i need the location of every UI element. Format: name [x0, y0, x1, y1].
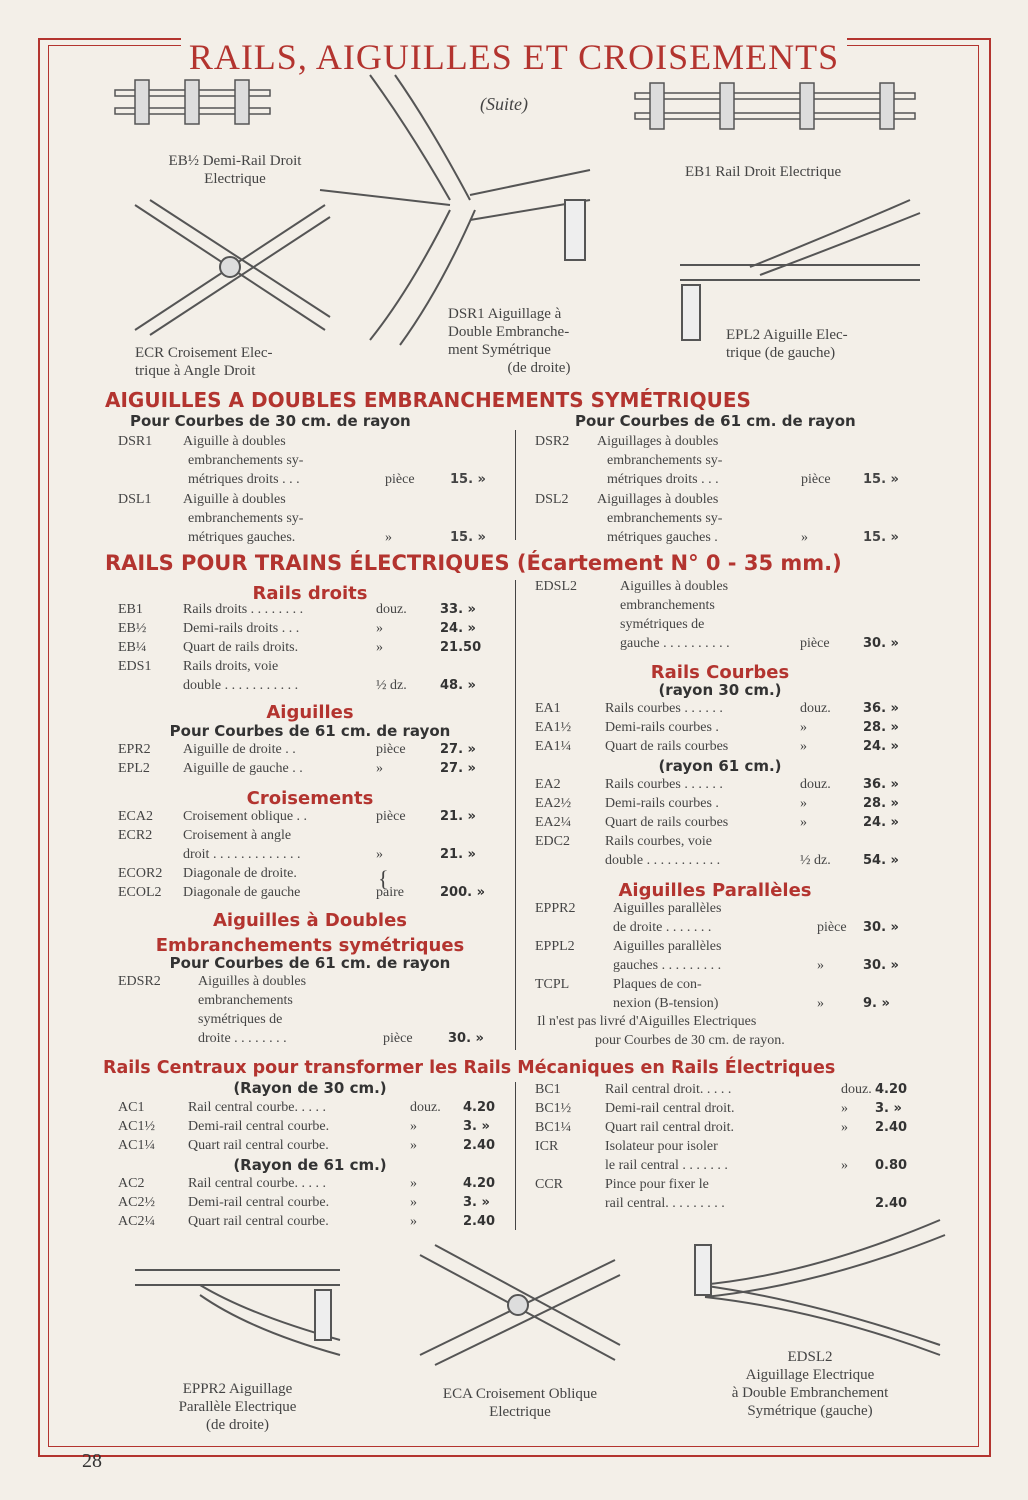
doubles-title-2: Embranchements symétriques: [155, 935, 465, 956]
item-code: EPL2: [118, 761, 150, 776]
double-symmetric-left-switch-illustration: [690, 1215, 950, 1360]
item-description: rail central. . . . . . . . .: [605, 1196, 725, 1211]
item-price: 28. »: [863, 720, 899, 735]
item-description: métriques gauches .: [607, 530, 718, 545]
item-code: AC1½: [118, 1119, 155, 1134]
price-row: [535, 899, 925, 918]
item-description: métriques gauches.: [188, 530, 296, 545]
item-code: EB¼: [118, 640, 147, 655]
parallel-switch-illustration: [130, 1255, 345, 1375]
item-description: Quart de rails droits.: [183, 640, 299, 655]
item-unit: »: [410, 1176, 417, 1191]
item-description: embranchements sy-: [607, 453, 723, 468]
price-row: [118, 845, 503, 864]
item-description: le rail central . . . . . . .: [605, 1158, 728, 1173]
price-row: [118, 1136, 508, 1155]
item-price: 28. »: [863, 796, 899, 811]
item-price: 0.80: [875, 1158, 908, 1173]
item-code: DSL2: [535, 492, 569, 507]
item-code: ECR2: [118, 828, 153, 843]
aiguilles-sub: Pour Courbes de 61 cm. de rayon: [169, 722, 451, 740]
item-unit: ½ dz.: [376, 678, 407, 693]
item-description: Croisement oblique . .: [183, 809, 308, 824]
item-price: 21. »: [440, 847, 476, 862]
item-price: 15. »: [863, 530, 899, 545]
item-description: double . . . . . . . . . . .: [183, 678, 299, 693]
item-code: EA1: [535, 701, 561, 716]
item-code: CCR: [535, 1177, 564, 1192]
item-description: Rail central droit. . . . .: [605, 1082, 732, 1097]
item-price: 9. »: [863, 996, 890, 1011]
caption-dsr1: DSR1 Aiguillage à Double Embranche- ment Symétrique (de droite): [448, 306, 571, 376]
item-description: Aiguille à doubles: [183, 492, 286, 507]
price-row: [118, 1212, 508, 1231]
page-title: RAILS, AIGUILLES ET CROISEMENTS: [0, 36, 1028, 78]
item-unit: »: [410, 1119, 417, 1134]
item-code: EPPL2: [535, 939, 575, 954]
note-line-2: pour Courbes de 30 cm. de rayon.: [595, 1033, 785, 1048]
item-code: AC2¼: [118, 1214, 155, 1229]
item-code: EA1½: [535, 720, 572, 735]
price-row: [118, 1010, 503, 1029]
price-row: [118, 759, 503, 778]
item-description: embranchements sy-: [188, 453, 304, 468]
item-description: de droite . . . . . . .: [613, 920, 712, 935]
item-price: 3. »: [463, 1119, 490, 1134]
item-unit: »: [841, 1120, 848, 1135]
price-row: [118, 883, 503, 902]
item-code: DSR2: [535, 434, 570, 449]
item-description: Aiguille de gauche . .: [183, 761, 303, 776]
item-price: 24. »: [440, 621, 476, 636]
item-description: Quart de rails courbes: [605, 739, 729, 754]
item-code: BC1: [535, 1082, 561, 1097]
item-description: Rails droits . . . . . . . .: [183, 602, 304, 617]
price-row: [535, 737, 925, 756]
price-row: [535, 937, 925, 956]
item-code: BC1½: [535, 1101, 572, 1116]
right-column-head: Pour Courbes de 61 cm. de rayon: [575, 412, 856, 430]
item-unit: douz.: [800, 701, 831, 716]
item-description: embranchements: [198, 993, 293, 1008]
item-unit: »: [800, 720, 807, 735]
item-description: Aiguille de droite . .: [183, 742, 296, 757]
item-description: Aiguilles à doubles: [620, 579, 729, 594]
item-description: Aiguilles parallèles: [613, 939, 722, 954]
item-code: EB1: [118, 602, 143, 617]
item-price: 15. »: [450, 472, 486, 487]
item-code: ICR: [535, 1139, 559, 1154]
item-description: métriques droits . . .: [607, 472, 719, 487]
item-unit: »: [385, 530, 392, 545]
price-row: [535, 1137, 925, 1156]
caption-eca: ECA Croisement Oblique Electrique: [442, 1386, 598, 1420]
item-price: 30. »: [448, 1031, 484, 1046]
item-description: nexion (B-tension): [613, 996, 719, 1011]
left-switch-illustration: [670, 195, 930, 345]
price-row: [535, 975, 925, 994]
item-price: 24. »: [863, 815, 899, 830]
caption-epl2: EPL2 Aiguille Elec- trique (de gauche): [726, 327, 848, 361]
item-price: 36. »: [863, 701, 899, 716]
item-code: DSL1: [118, 492, 152, 507]
central-sub2: (Rayon de 61 cm.): [233, 1156, 387, 1174]
item-description: Croisement à angle: [183, 828, 292, 843]
item-code: AC2: [118, 1176, 145, 1191]
right-angle-crossing-illustration: [125, 195, 335, 340]
item-price: 3. »: [875, 1101, 902, 1116]
item-description: Diagonale de gauche: [183, 885, 301, 900]
price-row: [118, 1029, 503, 1048]
item-description: Quart rail central courbe.: [188, 1138, 329, 1153]
item-price: 30. »: [863, 920, 899, 935]
item-unit: douz.: [376, 602, 407, 617]
item-unit: »: [800, 796, 807, 811]
price-row: [118, 1174, 508, 1193]
price-row: [118, 600, 503, 619]
item-unit: paire: [376, 885, 404, 900]
rails-droits-title: Rails droits: [252, 583, 368, 604]
item-code: ECOR2: [118, 866, 163, 881]
price-row: [118, 864, 503, 883]
item-description: Aiguilles à doubles: [198, 974, 307, 989]
item-code: EPR2: [118, 742, 151, 757]
item-description: Demi-rails courbes .: [605, 796, 719, 811]
item-unit: pièce: [383, 1031, 413, 1046]
item-unit: douz.: [800, 777, 831, 792]
item-unit: ½ dz.: [800, 853, 831, 868]
item-description: Rail central courbe. . . . .: [188, 1176, 327, 1191]
item-unit: »: [410, 1138, 417, 1153]
item-description: embranchements: [620, 598, 715, 613]
item-unit: »: [376, 640, 383, 655]
item-code: AC1¼: [118, 1138, 155, 1153]
item-price: 2.40: [463, 1214, 496, 1229]
price-row: [118, 807, 503, 826]
item-description: Aiguilles parallèles: [613, 901, 722, 916]
croisements-title: Croisements: [246, 788, 374, 809]
price-row: [118, 972, 503, 991]
caption-edsl2: EDSL2 Aiguillage Electrique à Double Embranchement Symétrique (gauche): [731, 1349, 889, 1419]
item-description: Demi-rail central courbe.: [188, 1195, 330, 1210]
item-price: 4.20: [463, 1100, 496, 1115]
item-price: 4.20: [463, 1176, 496, 1191]
item-price: 54. »: [863, 853, 899, 868]
item-unit: »: [376, 847, 383, 862]
price-row: [535, 775, 925, 794]
item-price: 4.20: [875, 1082, 908, 1097]
item-unit: »: [376, 761, 383, 776]
item-code: EA2: [535, 777, 561, 792]
price-row: [535, 1099, 925, 1118]
caption-eb1: EB1 Rail Droit Electrique: [685, 164, 842, 180]
item-unit: »: [801, 530, 808, 545]
price-row: [118, 1117, 508, 1136]
item-description: embranchements sy-: [188, 511, 304, 526]
item-price: 200. »: [440, 885, 485, 900]
item-price: 30. »: [863, 636, 899, 651]
price-row: [535, 1118, 925, 1137]
item-unit: »: [800, 739, 807, 754]
price-row: [535, 956, 925, 975]
item-unit: pièce: [817, 920, 847, 935]
caption-ecr: ECR Croisement Elec- trique à Angle Droit: [135, 345, 273, 379]
brace: {: [378, 866, 389, 891]
note-line-1: Il n'est pas livré d'Aiguilles Electriques: [537, 1014, 757, 1029]
price-row: [535, 994, 925, 1013]
item-price: 2.40: [875, 1196, 908, 1211]
straight-half-rail-illustration: [110, 70, 275, 135]
price-row: [118, 619, 503, 638]
item-description: Isolateur pour isoler: [605, 1139, 718, 1154]
section-heading-central-rails: Rails Centraux pour transformer les Rails Mécaniques en Rails Électriques: [103, 1058, 836, 1078]
page-number: 28: [82, 1450, 102, 1472]
item-description: Rail central courbe. . . . .: [188, 1100, 327, 1115]
item-description: Rails courbes . . . . . .: [605, 701, 723, 716]
item-description: Quart rail central courbe.: [188, 1214, 329, 1229]
straight-rail-illustration: [630, 75, 920, 140]
price-row: [118, 676, 503, 695]
item-description: droit . . . . . . . . . . . . .: [183, 847, 301, 862]
courbes-title: Rails Courbes: [650, 662, 790, 683]
item-description: métriques droits . . .: [188, 472, 300, 487]
item-code: EDSL2: [535, 579, 577, 594]
item-price: 36. »: [863, 777, 899, 792]
item-code: ECOL2: [118, 885, 162, 900]
item-description: symétriques de: [198, 1012, 283, 1027]
item-price: 30. »: [863, 958, 899, 973]
column-divider: [515, 430, 516, 540]
doubles-title-1: Aiguilles à Doubles: [212, 910, 407, 931]
item-price: 21.50: [440, 640, 482, 655]
price-row: [535, 1194, 925, 1213]
item-unit: »: [410, 1214, 417, 1229]
item-price: 24. »: [863, 739, 899, 754]
price-row: [535, 813, 925, 832]
item-price: 27. »: [440, 742, 476, 757]
item-price: 33. »: [440, 602, 476, 617]
item-price: 15. »: [450, 530, 486, 545]
item-description: Plaques de con-: [613, 977, 702, 992]
item-code: EA2½: [535, 796, 572, 811]
section-heading-double-switches: AIGUILLES A DOUBLES EMBRANCHEMENTS SYMÉTRIQUES: [105, 388, 751, 412]
item-price: 2.40: [875, 1120, 908, 1135]
item-description: Rails courbes . . . . . .: [605, 777, 723, 792]
item-description: Quart de rails courbes: [605, 815, 729, 830]
item-description: Aiguillages à doubles: [597, 434, 719, 449]
price-row: [535, 1175, 925, 1194]
item-code: EA1¼: [535, 739, 572, 754]
item-unit: pièce: [385, 472, 415, 487]
item-unit: »: [376, 621, 383, 636]
item-description: Aiguillages à doubles: [597, 492, 719, 507]
item-code: ECA2: [118, 809, 153, 824]
item-description: droite . . . . . . . .: [198, 1031, 287, 1046]
price-row: [535, 1156, 925, 1175]
item-unit: »: [817, 996, 824, 1011]
item-code: BC1¼: [535, 1120, 572, 1135]
item-price: 21. »: [440, 809, 476, 824]
central-sub1: (Rayon de 30 cm.): [233, 1079, 387, 1097]
item-price: 48. »: [440, 678, 476, 693]
item-unit: »: [410, 1195, 417, 1210]
subtitle: (Suite): [480, 94, 528, 114]
aiguilles-title: Aiguilles: [266, 702, 354, 723]
courbes-sub1: (rayon 30 cm.): [658, 681, 782, 699]
item-unit: douz.: [841, 1082, 872, 1097]
item-description: Demi-rails courbes .: [605, 720, 719, 735]
item-description: embranchements sy-: [607, 511, 723, 526]
item-description: Quart rail central droit.: [605, 1120, 735, 1135]
item-unit: pièce: [800, 636, 830, 651]
doubles-sub: Pour Courbes de 61 cm. de rayon: [169, 954, 451, 972]
item-description: Rails droits, voie: [183, 659, 279, 674]
price-row: [118, 991, 503, 1010]
item-code: AC2½: [118, 1195, 155, 1210]
item-unit: »: [800, 815, 807, 830]
item-description: Demi-rail central droit.: [605, 1101, 735, 1116]
courbes-sub2: (rayon 61 cm.): [658, 757, 782, 775]
price-row: [118, 1193, 508, 1212]
price-row: [118, 826, 503, 845]
item-unit: pièce: [376, 809, 406, 824]
item-description: Diagonale de droite.: [183, 866, 297, 881]
item-code: EDC2: [535, 834, 570, 849]
caption-eppr2: EPPR2 Aiguillage Parallèle Electrique (de droite): [178, 1381, 297, 1433]
price-row: [535, 918, 925, 937]
item-description: Aiguille à doubles: [183, 434, 286, 449]
item-code: EDSR2: [118, 974, 161, 989]
item-description: double . . . . . . . . . . .: [605, 853, 721, 868]
item-price: 15. »: [863, 472, 899, 487]
item-code: EPPR2: [535, 901, 576, 916]
price-row: [118, 1098, 508, 1117]
price-row: [535, 794, 925, 813]
item-unit: »: [841, 1101, 848, 1116]
item-code: EA2¼: [535, 815, 572, 830]
oblique-crossing-illustration: [410, 1240, 625, 1370]
item-description: Pince pour fixer le: [605, 1177, 709, 1192]
item-description: Demi-rails droits . . .: [183, 621, 300, 636]
item-description: Rails courbes, voie: [605, 834, 712, 849]
item-code: TCPL: [535, 977, 570, 992]
item-description: gauche . . . . . . . . . .: [620, 636, 730, 651]
item-description: Demi-rail central courbe.: [188, 1119, 330, 1134]
item-price: 3. »: [463, 1195, 490, 1210]
item-unit: »: [817, 958, 824, 973]
price-row: [118, 638, 503, 657]
item-unit: pièce: [376, 742, 406, 757]
left-column-head: Pour Courbes de 30 cm. de rayon: [130, 412, 411, 430]
item-code: DSR1: [118, 434, 153, 449]
price-row: [535, 718, 925, 737]
item-unit: »: [841, 1158, 848, 1173]
price-row: [535, 615, 925, 634]
item-price: 27. »: [440, 761, 476, 776]
item-code: EB½: [118, 621, 147, 636]
price-row: [535, 596, 925, 615]
item-code: AC1: [118, 1100, 145, 1115]
section-heading-electric-rails: RAILS POUR TRAINS ÉLECTRIQUES (Écartement N° 0 - 35 mm.): [105, 551, 842, 575]
price-row: [118, 657, 503, 676]
price-row: [535, 634, 925, 653]
column-divider-3: [515, 1082, 516, 1230]
item-description: symétriques de: [620, 617, 705, 632]
caption-eb-half: EB½ Demi-Rail Droit Electrique: [168, 153, 302, 187]
item-unit: pièce: [801, 472, 831, 487]
price-row: [535, 1080, 925, 1099]
price-row: [535, 699, 925, 718]
paralleles-title: Aiguilles Parallèles: [618, 880, 812, 901]
price-row: [535, 851, 925, 870]
item-description: gauches . . . . . . . . .: [613, 958, 722, 973]
price-row: [535, 832, 925, 851]
item-unit: douz.: [410, 1100, 441, 1115]
item-code: EDS1: [118, 659, 152, 674]
column-divider-2: [515, 580, 516, 1050]
item-price: 2.40: [463, 1138, 496, 1153]
price-row: [118, 740, 503, 759]
price-row: [535, 577, 925, 596]
